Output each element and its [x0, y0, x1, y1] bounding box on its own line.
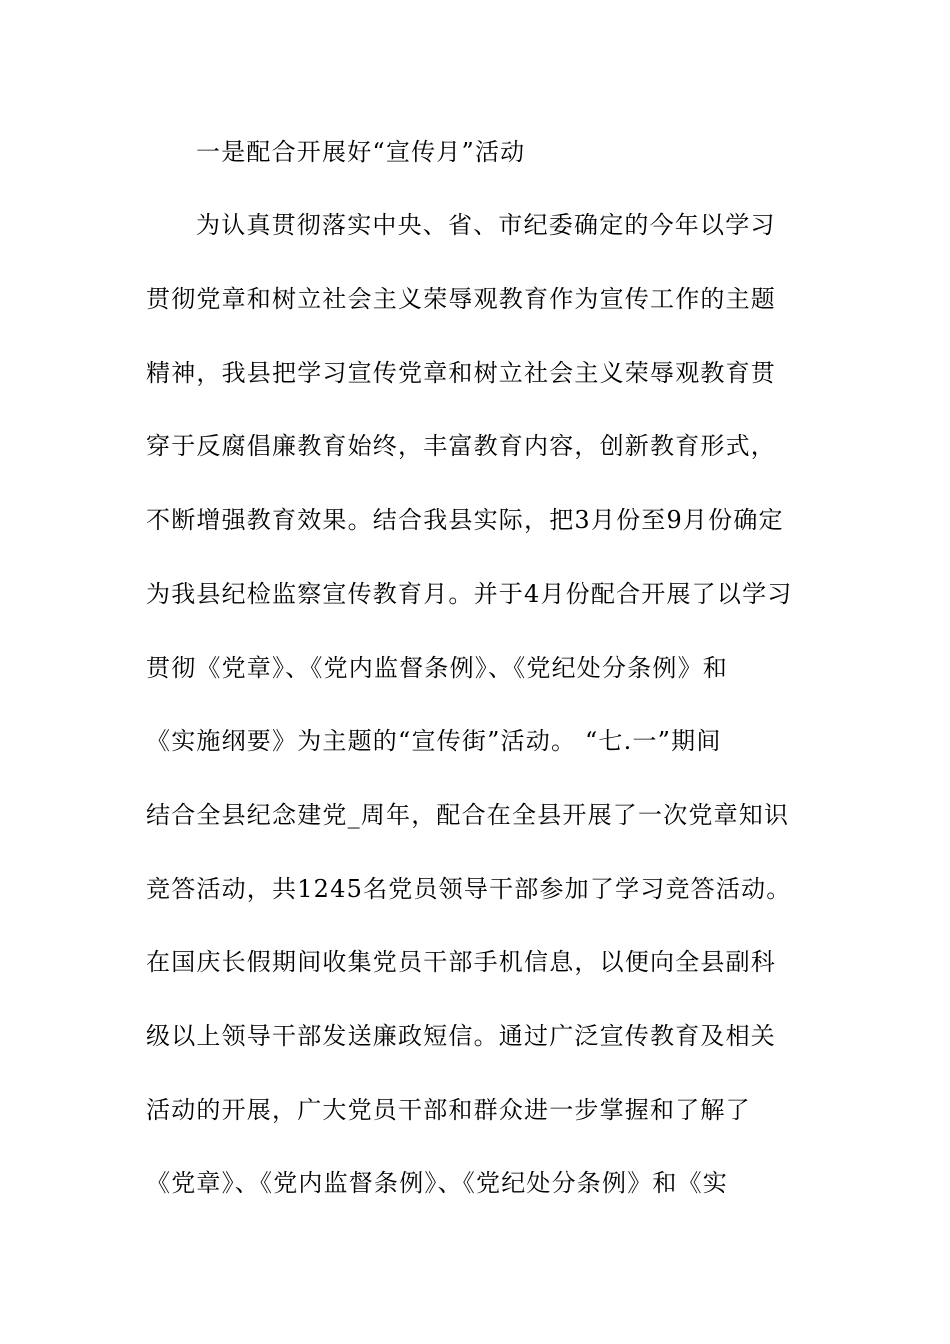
paragraph-line: 《实施纲要》为主题的“宣传街”活动。 “七.一”期间 [146, 727, 722, 755]
paragraph-line: 活动的开展，广大党员干部和群众进一步掌握和了解了 [146, 1096, 751, 1124]
paragraph-line: 级以上领导干部发送廉政短信。通过广泛宣传教育及相关 [146, 1022, 776, 1050]
paragraph-line: 在国庆长假期间收集党员干部手机信息，以便向全县副科 [146, 948, 776, 976]
paragraph-line: 精神，我县把学习宣传党章和树立社会主义荣辱观教育贯 [146, 359, 776, 387]
section-heading: 一是配合开展好“宣传月”活动 [196, 138, 526, 166]
paragraph-line: 为认真贯彻落实中央、省、市纪委确定的今年以学习 [196, 211, 776, 239]
paragraph-line: 不断增强教育效果。结合我县实际，把3月份至9月份确定 [146, 506, 784, 534]
paragraph-line: 贯彻党章和树立社会主义荣辱观教育作为宣传工作的主题 [146, 285, 776, 313]
paragraph-line: 穿于反腐倡廉教育始终，丰富教育内容，创新教育形式， [146, 432, 776, 460]
paragraph-line: 结合全县纪念建党_周年，配合在全县开展了一次党章知识 [146, 801, 790, 829]
paragraph-line: 贯彻《党章》、《党内监督条例》、《党纪处分条例》和 [146, 654, 728, 682]
paragraph-line: 为我县纪检监察宣传教育月。并于4月份配合开展了以学习 [146, 580, 793, 608]
paragraph-line: 《党章》、《党内监督条例》、《党纪处分条例》和《实 [146, 1169, 728, 1197]
paragraph-line: 竞答活动，共1245名党员领导干部参加了学习竞答活动。 [146, 875, 792, 903]
